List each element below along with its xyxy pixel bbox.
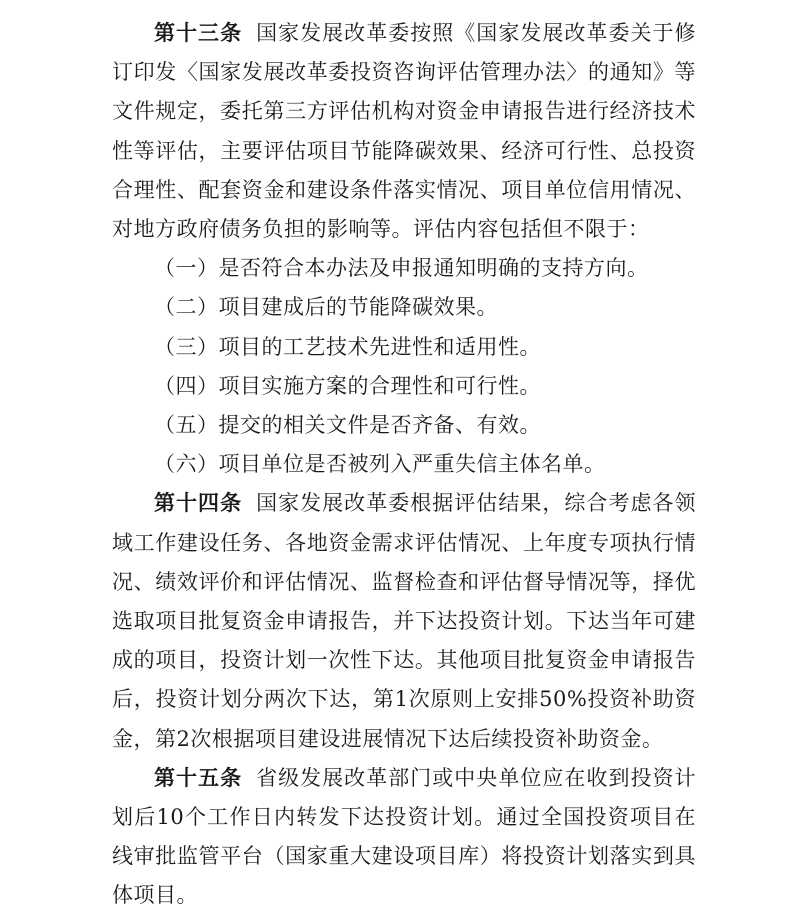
- article-13-item-2: （二）项目建成后的节能降碳效果。: [154, 295, 498, 320]
- article-15-text: 省级发展改革部门或中央单位应在收到投资计划后10个工作日内转发下达投资计划。通过全国投资项目在线审批监管平台（国家重大建设项目库）将投资计划落实到具体项目。: [112, 765, 697, 908]
- article-15-paragraph: [112, 759, 696, 916]
- article-13-number: 第十三条: [154, 21, 243, 45]
- article-13-item-3: （三）项目的工艺技术先进性和适用性。: [154, 334, 541, 359]
- article-14-paragraph: [112, 484, 696, 758]
- article-13-item-1: （一）是否符合本办法及申报通知明确的支持方向。: [154, 256, 649, 281]
- article-13-paragraph: [112, 14, 696, 249]
- article-13-item-4: （四）项目实施方案的合理性和可行性。: [154, 373, 541, 398]
- article-13-item-5: （五）提交的相关文件是否齐备、有效。: [154, 413, 541, 438]
- article-14-number: 第十四条: [154, 491, 243, 516]
- article-15-number: 第十五条: [154, 765, 243, 790]
- article-14-text: 国家发展改革委根据评估结果，综合考虑各领域工作建设任务、各地资金需求评估情况、上年度专项执行情况、绩效评价和评估情况、监督检查和评估督导情况等，择优选取项目批复资金申请报告，并下达投资计划。下达当年可建成的项目，投资计划一次性下达。其他项目批复资金申请报告后，投资计划分两次下达，第1次原则上安排50%投资补助资金，第2次根据项目建设进展情况下达后续投资补助资金。: [112, 491, 697, 751]
- article-13-item-6: （六）项目单位是否被列入严重失信主体名单。: [154, 452, 606, 477]
- article-13-text: 国家发展改革委按照《国家发展改革委关于修订印发〈国家发展改革委投资咨询评估管理办法〉的通知》等文件规定，委托第三方评估机构对资金申请报告进行经济技术性等评估，主要评估项目节能降碳效果、经济可行性、总投资合理性、配套资金和建设条件落实情况、项目单位信用情况、对地方政府债务负担的影响等。评估内容包括但不限于：: [112, 21, 697, 242]
